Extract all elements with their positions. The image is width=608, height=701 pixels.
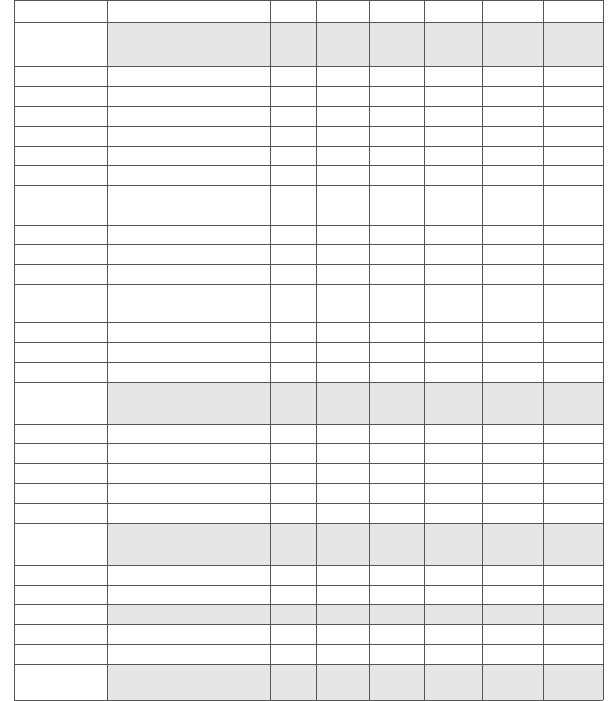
subtotal-cell-c1	[270, 382, 316, 424]
count-cell-c2	[316, 165, 369, 185]
major-name	[107, 106, 270, 126]
count-cell-c4	[424, 244, 482, 264]
count-cell-c2	[316, 146, 369, 165]
count-cell-c3	[369, 624, 424, 644]
major-name	[107, 66, 270, 86]
count-cell-c5	[482, 244, 543, 264]
count-cell-c5	[482, 86, 543, 106]
subtotal-cell-c2	[316, 22, 369, 66]
subtotal-cell-c4	[424, 523, 482, 565]
count-cell-c6	[543, 185, 603, 225]
count-cell-c1	[270, 86, 316, 106]
count-cell-c5	[482, 362, 543, 382]
subtotal-cell-c4	[424, 604, 482, 624]
count-cell-c3	[369, 644, 424, 664]
count-cell-c5	[482, 424, 543, 443]
subtotal-cell-c2	[316, 604, 369, 624]
college-name	[14, 565, 107, 624]
count-cell-c5	[482, 585, 543, 604]
count-cell-c4	[424, 565, 482, 585]
count-cell-c5	[482, 443, 543, 463]
count-cell-c6	[543, 244, 603, 264]
count-cell-c2	[316, 0, 369, 22]
major-name	[107, 503, 270, 523]
count-cell-c3	[369, 483, 424, 503]
count-cell-c5	[482, 503, 543, 523]
count-cell-c1	[270, 342, 316, 362]
count-cell-c2	[316, 106, 369, 126]
count-cell-c4	[424, 503, 482, 523]
count-cell-c6	[543, 146, 603, 165]
count-cell-c4	[424, 66, 482, 86]
count-cell-c3	[369, 185, 424, 225]
count-cell-c2	[316, 225, 369, 244]
grid-line	[603, 0, 604, 700]
subtotal-cell-c6	[543, 382, 603, 424]
count-cell-c3	[369, 106, 424, 126]
major-name	[107, 342, 270, 362]
enrollment-plan-table	[14, 0, 603, 692]
count-cell-c6	[543, 322, 603, 342]
count-cell-c4	[424, 185, 482, 225]
major-name	[107, 126, 270, 146]
count-cell-c1	[270, 66, 316, 86]
subtotal-label	[107, 382, 270, 424]
count-cell-c1	[270, 424, 316, 443]
major-name	[107, 362, 270, 382]
college-name	[14, 66, 107, 424]
subtotal-cell-c6	[543, 22, 603, 66]
subtotal-cell-c3	[369, 664, 424, 700]
count-cell-c5	[482, 106, 543, 126]
count-cell-c6	[543, 362, 603, 382]
count-cell-c4	[424, 0, 482, 22]
count-cell-c2	[316, 463, 369, 483]
subtotal-cell-c4	[424, 382, 482, 424]
count-cell-c5	[482, 483, 543, 503]
count-cell-c6	[543, 66, 603, 86]
subtotal-cell-c1	[270, 604, 316, 624]
count-cell-c1	[270, 483, 316, 503]
subtotal-cell-c5	[482, 664, 543, 700]
count-cell-c5	[482, 264, 543, 284]
count-cell-c4	[424, 585, 482, 604]
count-cell-c3	[369, 585, 424, 604]
count-cell-c4	[424, 264, 482, 284]
count-cell-c1	[270, 443, 316, 463]
count-cell-c5	[482, 165, 543, 185]
count-cell-c4	[424, 165, 482, 185]
subtotal-cell-c2	[316, 664, 369, 700]
count-cell-c4	[424, 644, 482, 664]
count-cell-c4	[424, 342, 482, 362]
count-cell-c1	[270, 284, 316, 322]
count-cell-c2	[316, 503, 369, 523]
count-cell-c5	[482, 66, 543, 86]
count-cell-c6	[543, 165, 603, 185]
subtotal-cell-c3	[369, 604, 424, 624]
count-cell-c5	[482, 342, 543, 362]
major-name	[107, 264, 270, 284]
count-cell-c3	[369, 146, 424, 165]
grid-line	[369, 0, 370, 700]
count-cell-c3	[369, 284, 424, 322]
count-cell-c2	[316, 185, 369, 225]
count-cell-c3	[369, 225, 424, 244]
major-name	[107, 585, 270, 604]
subtotal-cell-c3	[369, 523, 424, 565]
count-cell-c3	[369, 362, 424, 382]
count-cell-c4	[424, 146, 482, 165]
count-cell-c1	[270, 624, 316, 644]
count-cell-c5	[482, 0, 543, 22]
count-cell-c3	[369, 322, 424, 342]
subtotal-cell-c3	[369, 22, 424, 66]
subtotal-cell-c1	[270, 22, 316, 66]
count-cell-c1	[270, 463, 316, 483]
major-name	[107, 624, 270, 644]
subtotal-cell-c5	[482, 382, 543, 424]
count-cell-c6	[543, 503, 603, 523]
count-cell-c3	[369, 86, 424, 106]
college-name	[14, 0, 107, 66]
subtotal-label	[107, 604, 270, 624]
count-cell-c3	[369, 126, 424, 146]
count-cell-c2	[316, 86, 369, 106]
grid-line	[424, 0, 425, 700]
major-name	[107, 165, 270, 185]
count-cell-c2	[316, 66, 369, 86]
count-cell-c1	[270, 165, 316, 185]
count-cell-c3	[369, 244, 424, 264]
count-cell-c5	[482, 322, 543, 342]
count-cell-c5	[482, 463, 543, 483]
count-cell-c6	[543, 264, 603, 284]
count-cell-c5	[482, 565, 543, 585]
count-cell-c3	[369, 503, 424, 523]
count-cell-c4	[424, 106, 482, 126]
count-cell-c2	[316, 126, 369, 146]
count-cell-c4	[424, 443, 482, 463]
count-cell-c3	[369, 565, 424, 585]
count-cell-c1	[270, 644, 316, 664]
major-name	[107, 322, 270, 342]
college-name	[14, 424, 107, 565]
count-cell-c1	[270, 362, 316, 382]
count-cell-c3	[369, 264, 424, 284]
count-cell-c6	[543, 126, 603, 146]
count-cell-c6	[543, 443, 603, 463]
count-cell-c6	[543, 585, 603, 604]
count-cell-c3	[369, 0, 424, 22]
count-cell-c3	[369, 463, 424, 483]
count-cell-c1	[270, 585, 316, 604]
subtotal-cell-c2	[316, 523, 369, 565]
count-cell-c2	[316, 264, 369, 284]
count-cell-c4	[424, 126, 482, 146]
count-cell-c3	[369, 443, 424, 463]
count-cell-c1	[270, 503, 316, 523]
grid-line	[316, 0, 317, 700]
count-cell-c2	[316, 585, 369, 604]
count-cell-c2	[316, 244, 369, 264]
count-cell-c2	[316, 644, 369, 664]
subtotal-cell-c4	[424, 664, 482, 700]
count-cell-c2	[316, 483, 369, 503]
count-cell-c4	[424, 86, 482, 106]
count-cell-c1	[270, 0, 316, 22]
count-cell-c1	[270, 126, 316, 146]
major-name	[107, 86, 270, 106]
count-cell-c6	[543, 0, 603, 22]
count-cell-c6	[543, 565, 603, 585]
grid-line	[543, 0, 544, 700]
grid-line	[270, 0, 271, 700]
count-cell-c5	[482, 284, 543, 322]
count-cell-c3	[369, 66, 424, 86]
count-cell-c6	[543, 483, 603, 503]
count-cell-c1	[270, 244, 316, 264]
grid-line	[482, 0, 483, 700]
count-cell-c2	[316, 624, 369, 644]
count-cell-c1	[270, 565, 316, 585]
subtotal-cell-c6	[543, 523, 603, 565]
count-cell-c1	[270, 225, 316, 244]
college-name	[14, 624, 107, 700]
count-cell-c2	[316, 322, 369, 342]
count-cell-c1	[270, 264, 316, 284]
count-cell-c2	[316, 424, 369, 443]
subtotal-cell-c3	[369, 382, 424, 424]
count-cell-c5	[482, 126, 543, 146]
subtotal-label	[107, 523, 270, 565]
subtotal-cell-c5	[482, 523, 543, 565]
count-cell-c5	[482, 644, 543, 664]
subtotal-label	[107, 664, 270, 700]
major-name	[107, 284, 270, 322]
major-name	[107, 565, 270, 585]
count-cell-c4	[424, 424, 482, 443]
major-name	[107, 463, 270, 483]
grid-line	[107, 0, 108, 700]
major-name	[107, 185, 270, 225]
subtotal-cell-c1	[270, 523, 316, 565]
count-cell-c6	[543, 342, 603, 362]
count-cell-c4	[424, 284, 482, 322]
count-cell-c6	[543, 225, 603, 244]
count-cell-c4	[424, 483, 482, 503]
count-cell-c4	[424, 624, 482, 644]
count-cell-c6	[543, 644, 603, 664]
count-cell-c4	[424, 463, 482, 483]
count-cell-c4	[424, 225, 482, 244]
major-name	[107, 0, 270, 22]
major-name	[107, 483, 270, 503]
count-cell-c6	[543, 106, 603, 126]
count-cell-c1	[270, 106, 316, 126]
major-name	[107, 424, 270, 443]
count-cell-c1	[270, 322, 316, 342]
subtotal-cell-c5	[482, 604, 543, 624]
count-cell-c2	[316, 284, 369, 322]
major-name	[107, 644, 270, 664]
count-cell-c5	[482, 185, 543, 225]
subtotal-cell-c6	[543, 664, 603, 700]
count-cell-c2	[316, 443, 369, 463]
count-cell-c6	[543, 463, 603, 483]
subtotal-cell-c1	[270, 664, 316, 700]
count-cell-c3	[369, 424, 424, 443]
subtotal-cell-c5	[482, 22, 543, 66]
subtotal-cell-c2	[316, 382, 369, 424]
count-cell-c3	[369, 342, 424, 362]
count-cell-c6	[543, 284, 603, 322]
subtotal-label	[107, 22, 270, 66]
count-cell-c5	[482, 624, 543, 644]
major-name	[107, 443, 270, 463]
count-cell-c5	[482, 146, 543, 165]
count-cell-c4	[424, 362, 482, 382]
subtotal-cell-c4	[424, 22, 482, 66]
major-name	[107, 146, 270, 165]
count-cell-c3	[369, 165, 424, 185]
count-cell-c2	[316, 565, 369, 585]
major-name	[107, 225, 270, 244]
count-cell-c6	[543, 624, 603, 644]
count-cell-c6	[543, 424, 603, 443]
grid-line	[14, 0, 15, 700]
count-cell-c5	[482, 225, 543, 244]
count-cell-c1	[270, 146, 316, 165]
major-name	[107, 244, 270, 264]
count-cell-c1	[270, 185, 316, 225]
count-cell-c6	[543, 86, 603, 106]
count-cell-c4	[424, 322, 482, 342]
subtotal-cell-c6	[543, 604, 603, 624]
count-cell-c2	[316, 362, 369, 382]
count-cell-c2	[316, 342, 369, 362]
